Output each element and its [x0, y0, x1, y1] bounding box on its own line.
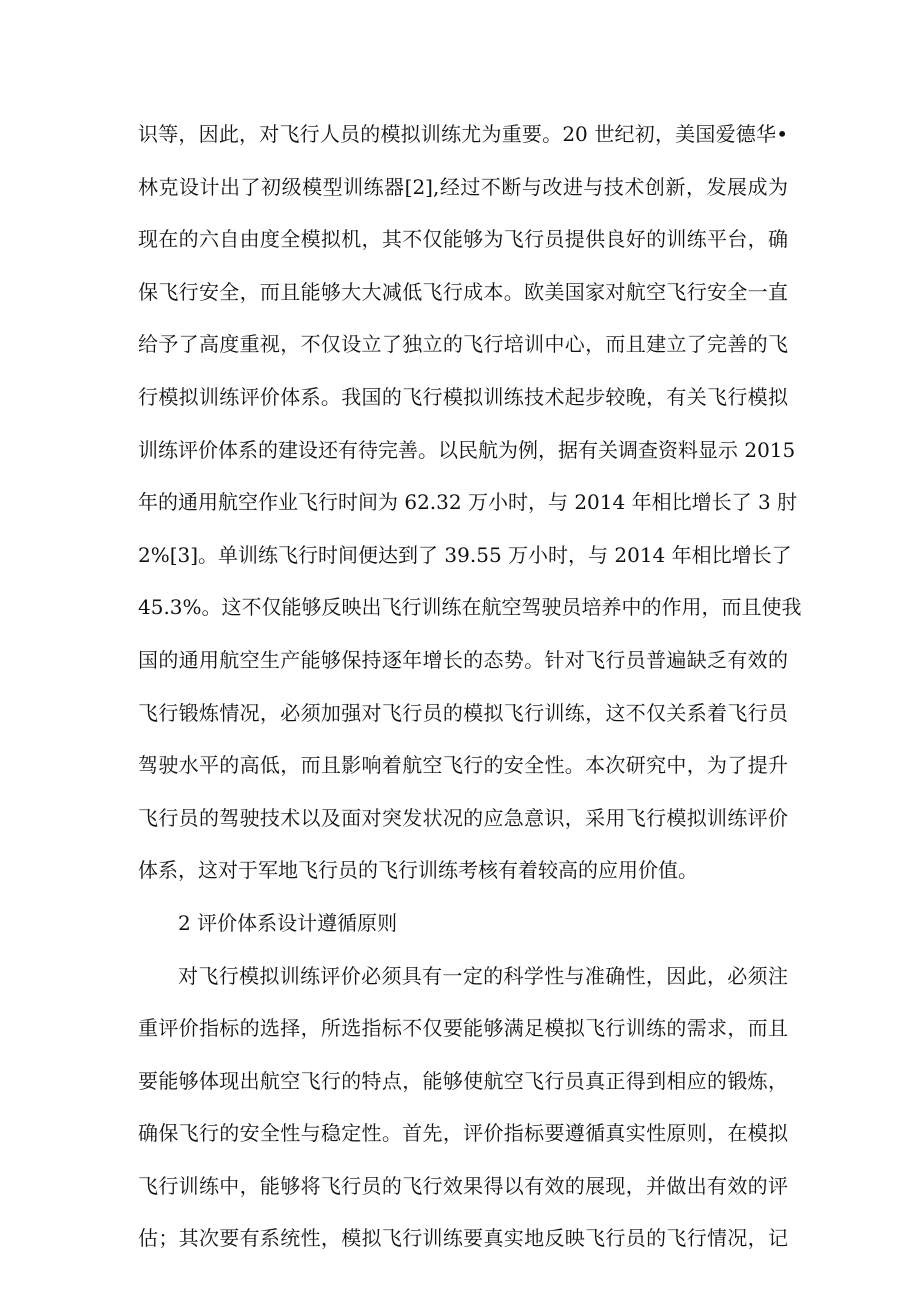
paragraph-first-line: 对飞行模拟训练评价必须具有一定的科学性与准确性，因此，必须注 — [178, 963, 788, 988]
paragraph-line: 现在的六自由度全模拟机，其不仅能够为飞行员提供良好的训练平台，确 — [138, 227, 788, 252]
paragraph-line: 识等，因此，对飞行人员的模拟训练尤为重要。20 世纪初，美国爱德华• — [138, 122, 788, 146]
paragraph-line: 飞行员的驾驶技术以及面对突发状况的应急意识，采用飞行模拟训练评价 — [138, 805, 788, 830]
paragraph-line: 飞行锻炼情况，必须加强对飞行员的模拟飞行训练，这不仅关系着飞行员 — [138, 700, 788, 725]
body-text — [138, 108, 802, 1265]
paragraph-2 — [138, 950, 788, 1266]
paragraph-line: 给予了高度重视，不仅设立了独立的飞行培训中心，而且建立了完善的飞 — [138, 332, 788, 357]
paragraph-line: 估；其次要有系统性，模拟飞行训练要真实地反映飞行员的飞行情况，记 — [138, 1226, 788, 1251]
paragraph-line: 国的通用航空生产能够保持逐年增长的态势。针对飞行员普遍缺乏有效的 — [138, 647, 788, 672]
paragraph-line: 45.3%。这不仅能够反映出飞行训练在航空驾驶员培养中的作用，而且使我 — [138, 595, 802, 620]
paragraph-line: 要能够体现出航空飞行的特点，能够使航空飞行员真正得到相应的锻炼， — [138, 1068, 788, 1093]
paragraph-line: 重评价指标的选择，所选指标不仅要能够满足模拟飞行训练的需求，而且 — [138, 1016, 788, 1041]
section-heading-text: 2 评价体系设计遵循原则 — [178, 910, 398, 935]
paragraph-line: 驾驶水平的高低，而且影响着航空飞行的安全性。本次研究中，为了提升 — [138, 753, 788, 778]
section-heading — [138, 897, 788, 950]
paragraph-line: 飞行训练中，能够将飞行员的飞行效果得以有效的展现，并做出有效的评 — [138, 1173, 788, 1198]
paragraph-line: 行模拟训练评价体系。我国的飞行模拟训练技术起步较晚，有关飞行模拟 — [138, 384, 788, 409]
paragraph-line: 林克设计出了初级模型训练器[2],经过不断与改进与技术创新，发展成为 — [138, 174, 788, 199]
paragraph-line: 2%[3]。单训练飞行时间便达到了 39.55 万小时，与 2014 年相比增长了 — [138, 542, 792, 567]
paragraph-1 — [138, 108, 802, 897]
paragraph-line: 年的通用航空作业飞行时间为 62.32 万小时，与 2014 年相比增长了 3 肘 — [138, 490, 798, 515]
paragraph-line: 确保飞行的安全性与稳定性。首先，评价指标要遵循真实性原则，在模拟 — [138, 1121, 788, 1146]
paragraph-line: 保飞行安全，而且能够大大减低飞行成本。欧美国家对航空飞行安全一直 — [138, 279, 788, 304]
paragraph-line: 训练评价体系的建设还有待完善。以民航为例，据有关调查资料显示 2015 — [138, 437, 796, 462]
paragraph-last-line: 体系，这对于军地飞行员的飞行训练考核有着较高的应用价值。 — [138, 858, 698, 883]
